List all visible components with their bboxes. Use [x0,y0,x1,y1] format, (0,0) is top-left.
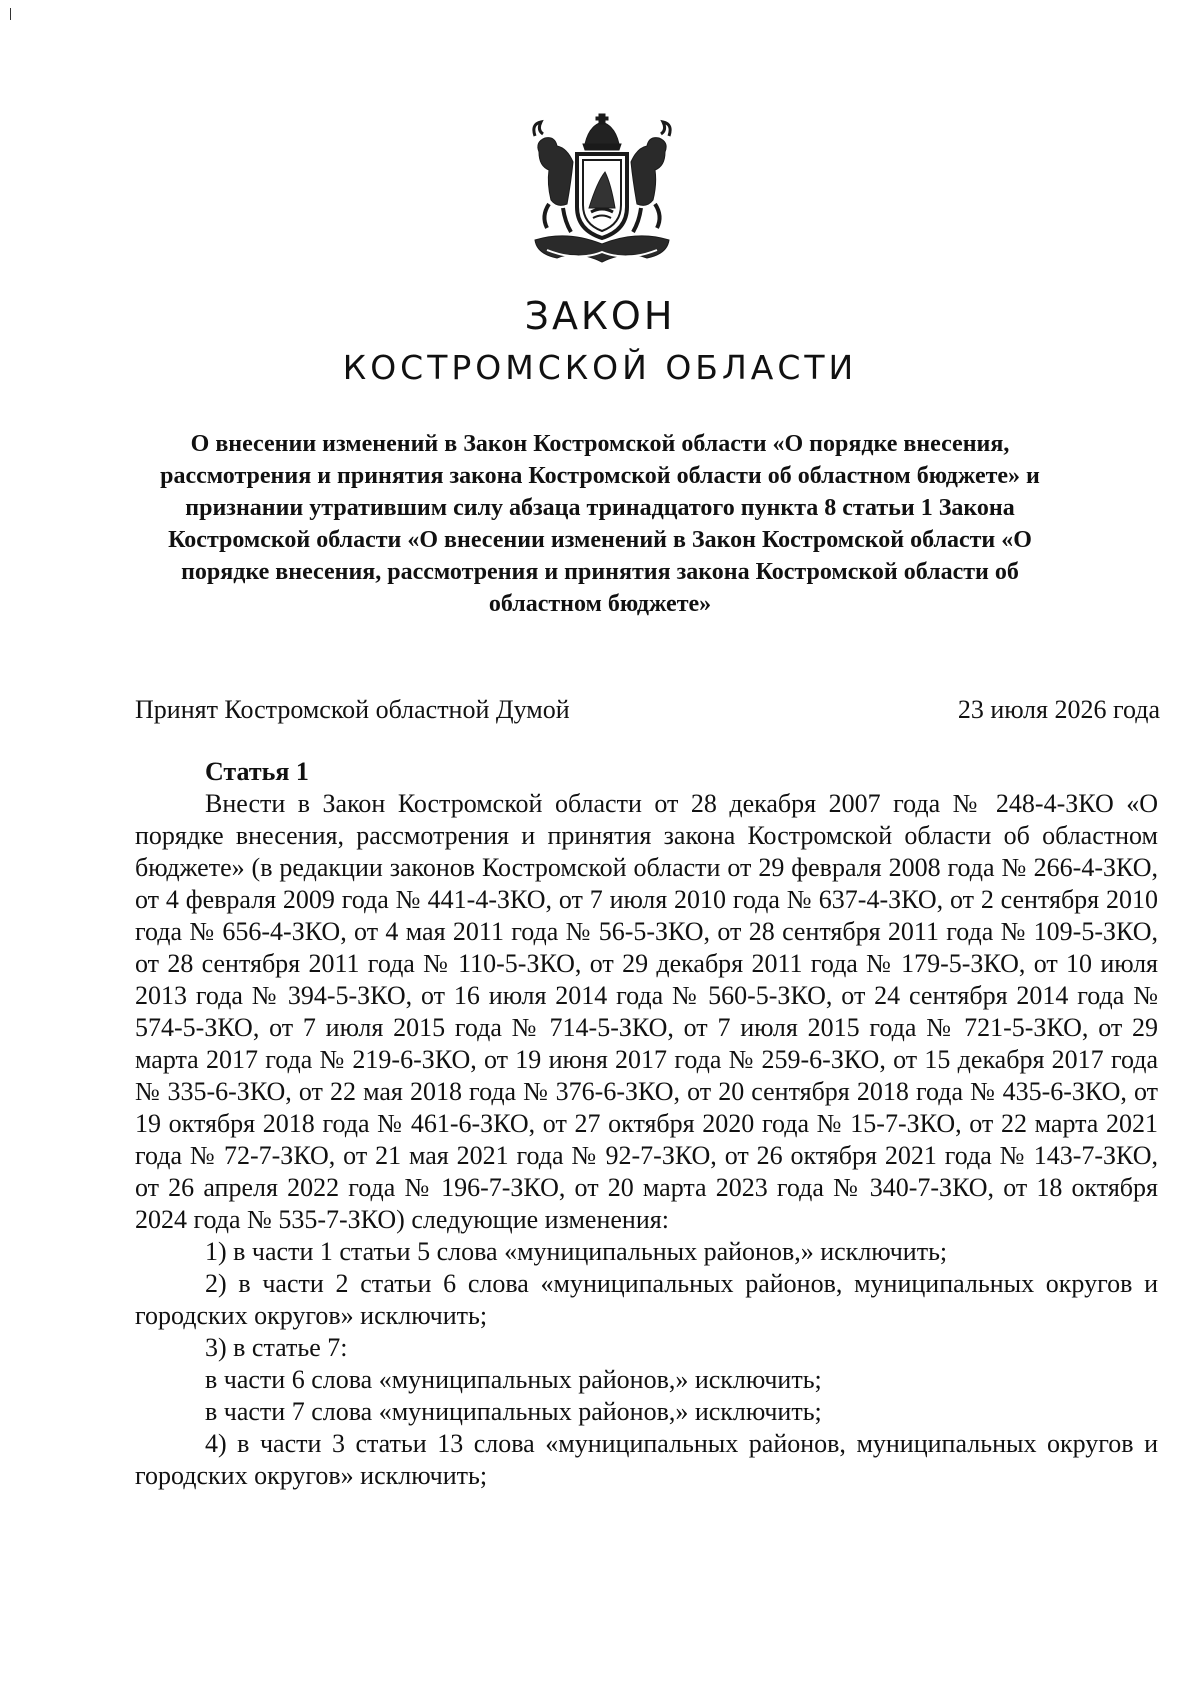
article-paragraph: 2) в части 2 статьи 6 слова «муниципальных районов, муниципальных округов и городских округов» исключить; [135,1269,1158,1330]
adoption-date: 23 июля 2026 года [957,695,1160,724]
article-paragraph: в части 7 слова «муниципальных районов,» исключить; [205,1397,822,1426]
scan-artifact-mark [10,8,11,20]
coat-of-arms-emblem-icon [527,112,677,267]
article-paragraph: в части 6 слова «муниципальных районов,» исключить; [205,1365,822,1394]
article-paragraph: Внести в Закон Костромской области от 28 декабря 2007 года № 248-4-ЗКО «О порядке внесения, рассмотрения и принятия закона Костромской области об областном бюджете» (в редакции законов Костромской области от 29 февраля 2008 года № 266-4-ЗКО, от 4 февраля 2009 года № 441-4-ЗКО, от 7 июля 2010 года № 637-4-ЗКО, от 2 сентября 2010 года № 656-4-ЗКО, от 4 мая 2011 года № 56-5-ЗКО, от 28 сентября 2011 года № 109-5-ЗКО, от 28 сентября 2011 года № 110-5-ЗКО, от 29 декабря 2011 года № 179-5-ЗКО, от 10 июля 2013 года № 394-5-ЗКО, от 16 июля 2014 года № 560-5-ЗКО, от 24 сентября 2014 года № 574-5-ЗКО, от 7 июля 2015 года № 714-5-ЗКО, от 7 июля 2015 года № 721-5-ЗКО, от 29 марта 2017 года № 219-6-ЗКО, от 19 июня 2017 года № 259-6-ЗКО, от 15 декабря 2017 года № 335-6-ЗКО, от 22 мая 2018 года № 376-6-ЗКО, от 20 сентября 2018 года № 435-6-ЗКО, от 19 октября 2018 года № 461-6-ЗКО, от 27 октября 2020 года № 15-7-ЗКО, от 22 марта 2021 года № 72-7-ЗКО, от 21 мая 2021 года № 92-7-ЗКО, от 26 октября 2021 года № 143-7-ЗКО, от 26 апреля 2022 года № 196-7-ЗКО, от 20 марта 2023 года № 340-7-ЗКО, от 18 октября 2024 года № 535-7-ЗКО) следующие изменения: [135,789,1158,1234]
adopted-by-text: Принят Костромской областной Думой [135,695,570,724]
law-region-title: КОСТРОМСКОЙ ОБЛАСТИ [342,348,858,387]
law-subject-heading: О внесении изменений в Закон Костромской области «О порядке внесения, рассмотрения и принятия закона Костромской области об областном бюджете» и признании утратившим силу абзаца тринадцатого пункта 8 статьи 1 Закона Костромской области «О внесении изменений в Закон Костромской области «О порядке внесения, рассмотрения и принятия закона Костромской области об областном бюджете» [160,431,1040,617]
article-paragraph: 4) в части 3 статьи 13 слова «муниципальных районов, муниципальных округов и городских округов» исключить; [135,1429,1158,1490]
article-paragraph: 3) в статье 7: [205,1333,348,1362]
article-body [135,788,1158,1492]
article-paragraph: 1) в части 1 статьи 5 слова «муниципальных районов,» исключить; [205,1237,948,1266]
law-title: ЗАКОН [524,294,676,338]
article-heading: Статья 1 [205,757,309,786]
